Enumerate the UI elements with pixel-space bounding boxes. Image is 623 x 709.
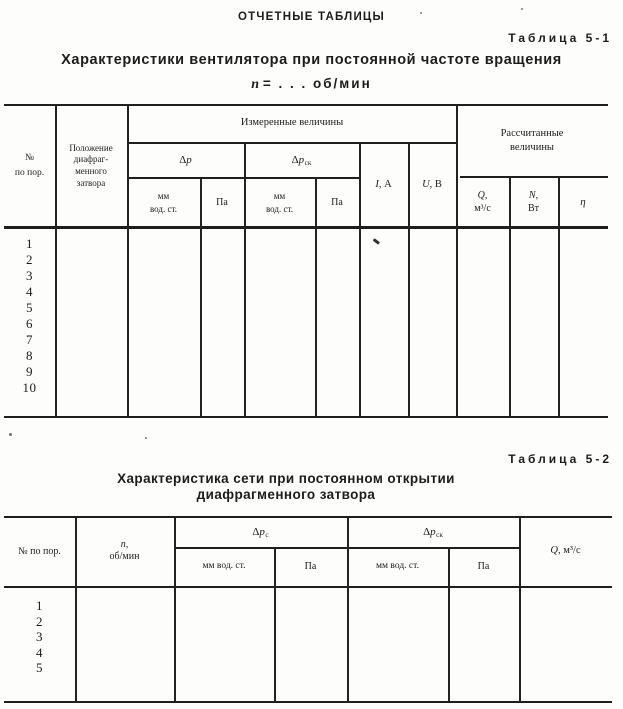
flow-unit: , м³/с bbox=[557, 545, 581, 557]
delta-symbol: Δ bbox=[252, 525, 260, 538]
t1-col-position-line: затвора bbox=[76, 177, 106, 188]
t2-col-flow bbox=[519, 517, 612, 585]
scan-artifact bbox=[521, 8, 523, 10]
t1-bottom-rule bbox=[4, 416, 608, 419]
t1-col-dpsk bbox=[244, 143, 359, 177]
t2-row-numbers bbox=[4, 588, 75, 700]
t1-col-num-line: по пор. bbox=[14, 168, 45, 178]
t1-col-num bbox=[4, 106, 55, 226]
table1-caption: Таблица 5-1 bbox=[508, 31, 612, 45]
t1-group-calculated-line: величины bbox=[510, 142, 554, 153]
t2-header-bottom-rule bbox=[4, 586, 612, 588]
t2-col-dpc-mm: мм вод. ст. bbox=[202, 561, 246, 572]
t1-row-number: 1 bbox=[26, 236, 33, 251]
s-subscript: с bbox=[265, 531, 269, 540]
table2-caption: Таблица 5-2 bbox=[508, 452, 612, 466]
t1-row-number: 5 bbox=[26, 300, 33, 315]
page-kicker: ОТЧЕТНЫЕ ТАБЛИЦЫ bbox=[238, 10, 385, 23]
scan-artifact bbox=[420, 12, 422, 14]
t1-col-dp-pa: Па bbox=[216, 197, 228, 208]
scan-artifact bbox=[9, 433, 12, 436]
t1-col-dp-mm bbox=[127, 179, 200, 226]
t1-col-dpsk-mm bbox=[244, 179, 315, 226]
t2-row-number: 5 bbox=[36, 660, 43, 675]
scan-artifact bbox=[373, 238, 380, 244]
t2-row-number: 2 bbox=[36, 613, 43, 629]
t2-col-dpsk-mm: мм вод. ст. bbox=[376, 561, 419, 572]
table1-subtitle bbox=[0, 76, 623, 93]
current-unit: , А bbox=[378, 178, 392, 190]
table2-title bbox=[0, 470, 572, 503]
p-symbol: p bbox=[430, 525, 436, 538]
power-unit: Вт bbox=[527, 203, 540, 214]
t1-row-number: 3 bbox=[26, 268, 33, 283]
t1-group-calculated-line: Рассчитанные bbox=[500, 127, 564, 139]
t1-row-number: 6 bbox=[26, 316, 33, 331]
subtitle-formula bbox=[251, 75, 371, 94]
t2-bottom-rule bbox=[4, 701, 612, 704]
t1-col-eta: η bbox=[580, 195, 586, 208]
table2-title-line: диафрагменного затвора bbox=[196, 486, 376, 502]
sk-subscript: ск bbox=[304, 159, 312, 168]
U-symbol: U bbox=[422, 178, 430, 190]
t1-group-measured: Измеренные величины bbox=[240, 117, 344, 129]
t2-row-number: 4 bbox=[36, 644, 43, 660]
subtitle-value-placeholder: = . . . об/мин bbox=[262, 75, 372, 91]
t2-col-dpc bbox=[174, 517, 347, 547]
t1-col-current bbox=[359, 143, 408, 226]
p-symbol: p bbox=[259, 525, 265, 538]
t1-header-bottom-rule bbox=[4, 226, 608, 229]
t1-row-number: 2 bbox=[26, 252, 33, 267]
Q-symbol: Q, bbox=[477, 190, 488, 201]
t1-mm-line: мм bbox=[273, 190, 286, 201]
Q-symbol: Q bbox=[550, 545, 558, 557]
t1-col-dp bbox=[127, 143, 244, 177]
t1-col-voltage bbox=[408, 143, 456, 226]
t1-col-power bbox=[509, 178, 558, 226]
t2-row-number: 3 bbox=[36, 629, 43, 644]
p-symbol: p bbox=[298, 153, 305, 166]
t1-col-num-line: № bbox=[24, 153, 35, 164]
N-symbol: N, bbox=[528, 190, 539, 201]
I-symbol: I bbox=[375, 178, 379, 190]
t1-col-position-line: менного bbox=[75, 166, 107, 176]
delta-symbol: Δ bbox=[179, 153, 187, 166]
t1-row-number: 4 bbox=[26, 284, 33, 299]
n-symbol: n, bbox=[120, 538, 129, 550]
t1-group-calculated bbox=[456, 106, 608, 176]
t2-col-num: № по пор. bbox=[18, 545, 61, 557]
table1-title: Характеристики вентилятора при постоянной частоте вращения bbox=[61, 52, 562, 69]
delta-symbol: Δ bbox=[423, 525, 431, 538]
scan-artifact bbox=[145, 437, 147, 439]
t2-col-speed bbox=[75, 517, 174, 585]
flow-label bbox=[550, 544, 580, 558]
dp-label bbox=[179, 153, 192, 167]
t1-col-dpsk-pa: Па bbox=[331, 197, 343, 208]
voltage-unit: , В bbox=[429, 178, 442, 190]
p-symbol: p bbox=[186, 153, 192, 166]
t2-col-dpc-pa: Па bbox=[304, 561, 317, 572]
t1-col-position bbox=[55, 106, 127, 226]
t1-row-number: 8 bbox=[26, 348, 33, 363]
dpsk-label bbox=[423, 525, 443, 539]
t2-row-number: 1 bbox=[36, 598, 43, 613]
speed-unit: об/мин bbox=[109, 551, 140, 562]
current-label bbox=[375, 178, 391, 192]
t1-col-position-line: Положение bbox=[69, 142, 113, 153]
t1-col-flow bbox=[456, 178, 509, 226]
t1-mm-line: вод. ст. bbox=[149, 203, 177, 214]
t1-row-number: 9 bbox=[26, 364, 33, 379]
t1-col-position-line: диафраг- bbox=[73, 154, 109, 165]
t1-mm-line: вод. ст. bbox=[265, 203, 293, 214]
t1-row-numbers bbox=[4, 229, 55, 415]
dpsk-label bbox=[292, 153, 312, 167]
t2-col-dpsk-pa: Па bbox=[477, 561, 490, 572]
flow-unit: м³/с bbox=[474, 203, 491, 214]
t1-mm-line: мм bbox=[157, 190, 170, 201]
dpc-label bbox=[252, 525, 268, 539]
delta-symbol: Δ bbox=[291, 153, 299, 166]
voltage-label bbox=[422, 178, 442, 192]
sk-subscript: ск bbox=[436, 531, 443, 540]
t1-row-number: 10 bbox=[22, 380, 37, 395]
t2-col-dpsk bbox=[347, 517, 519, 547]
t1-row-number: 7 bbox=[26, 332, 33, 347]
table2-title-line: Характеристика сети при постоянном открытии bbox=[117, 471, 455, 486]
n-symbol: n bbox=[251, 76, 260, 92]
